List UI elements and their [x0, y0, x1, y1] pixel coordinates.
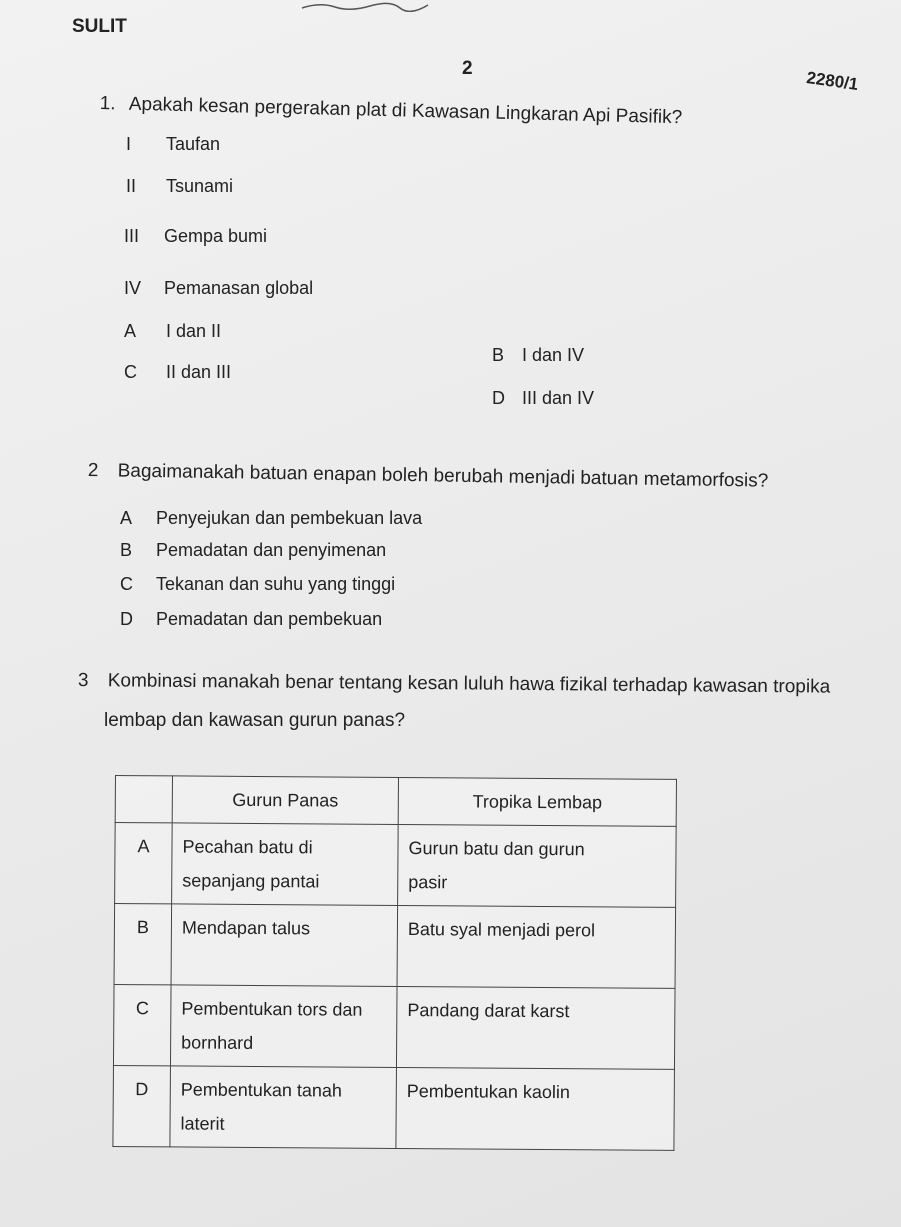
handwritten-scribble [300, 0, 430, 12]
table-cell: Pembentukan tors dan bornhard [170, 985, 397, 1068]
option-letter: A [124, 321, 137, 341]
option-text: I dan IV [522, 345, 585, 365]
question-number: 3 [77, 670, 89, 692]
option-letter: A [120, 508, 133, 528]
statement-roman: I [126, 134, 132, 154]
paper-code: 2280/1 [805, 68, 860, 95]
table-header-cell [115, 776, 172, 823]
statement-text: Tsunami [166, 176, 234, 196]
statement-text: Pemanasan global [164, 278, 314, 298]
table-row[interactable] [113, 984, 675, 1069]
statement-item [124, 226, 267, 247]
option-text: Pemadatan dan pembekuan [156, 609, 383, 629]
table-cell: Pembentukan kaolin [396, 1067, 675, 1150]
row-key: D [113, 1065, 171, 1146]
statement-text: Taufan [166, 134, 221, 154]
table-cell: Pandang darat karst [396, 986, 675, 1069]
table-header-row [115, 776, 676, 827]
table-cell: Batu syal menjadi perol [397, 905, 676, 988]
option-text: Pemadatan dan penyimenan [156, 540, 387, 560]
option-b[interactable] [120, 540, 386, 561]
table-header-cell: Gurun Panas [172, 776, 398, 825]
option-text: II dan III [166, 362, 232, 382]
question-text: Apakah kesan pergerakan plat di Kawasan Lingkaran Api Pasifik? [128, 93, 683, 129]
table-cell: Mendapan talus [171, 904, 398, 987]
row-key: B [114, 904, 172, 985]
table-cell: Pecahan batu di sepanjang pantai [172, 823, 399, 906]
option-text: Tekanan dan suhu yang tinggi [156, 574, 396, 594]
statement-item [126, 134, 220, 155]
option-text: III dan IV [522, 388, 595, 408]
option-b[interactable] [492, 345, 584, 366]
option-text: I dan II [166, 321, 222, 341]
question-text-continued: lembap dan kawasan gurun panas? [104, 710, 406, 731]
statement-roman: IV [124, 278, 142, 298]
option-letter: B [120, 540, 133, 560]
option-text: Penyejukan dan pembekuan lava [156, 508, 423, 528]
option-letter: D [120, 609, 133, 629]
option-letter: B [492, 345, 505, 365]
table-header-cell: Tropika Lembap [398, 777, 676, 826]
statement-roman: III [124, 226, 140, 246]
option-c[interactable] [124, 362, 231, 383]
option-letter: D [492, 388, 505, 408]
table-row[interactable] [114, 904, 676, 989]
statement-item [124, 278, 313, 299]
statement-text: Gempa bumi [164, 226, 268, 246]
option-c[interactable] [120, 574, 395, 595]
table-row[interactable] [113, 1065, 675, 1150]
table-row[interactable] [115, 823, 677, 908]
question-number: 2 [87, 460, 99, 482]
question-number: 1. [99, 93, 116, 115]
statement-roman: II [126, 176, 137, 196]
page-number: 2 [462, 58, 473, 79]
table-cell: Pembentukan tanah laterit [170, 1066, 397, 1149]
table-cell: Gurun batu dan gurun pasir [398, 824, 677, 907]
row-key: A [115, 823, 173, 904]
option-a[interactable] [120, 508, 422, 529]
statement-item [126, 176, 233, 197]
option-d[interactable] [120, 609, 382, 630]
row-key: C [113, 984, 171, 1065]
answer-table [112, 775, 677, 1151]
option-a[interactable] [124, 321, 221, 342]
option-d[interactable] [492, 388, 594, 409]
question-text: Kombinasi manakah benar tentang kesan luluh hawa fizikal terhadap kawasan tropika [107, 670, 831, 698]
option-letter: C [124, 362, 137, 382]
option-letter: C [120, 574, 133, 594]
sulit-label: SULIT [72, 16, 127, 37]
question-text: Bagaimanakah batuan enapan boleh berubah menjadi batuan metamorfosis? [117, 460, 769, 492]
